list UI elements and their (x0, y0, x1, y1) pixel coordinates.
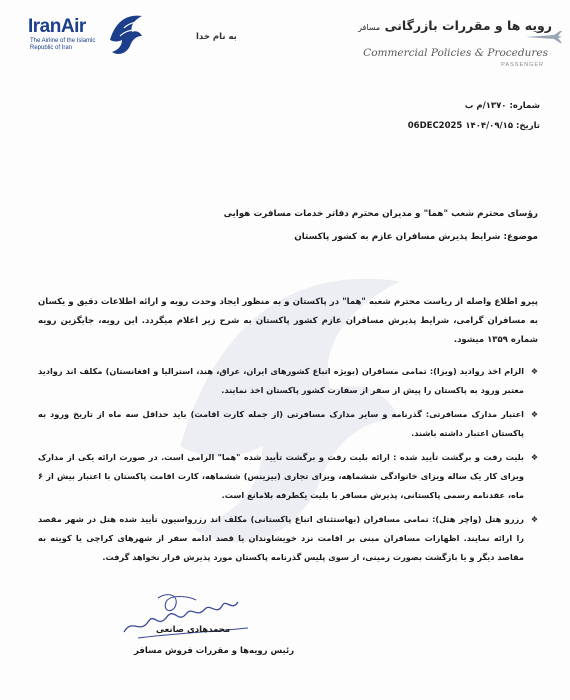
homa-bird-icon (106, 10, 146, 58)
letter-number (465, 101, 540, 111)
letter-number-label: شماره: (509, 101, 540, 111)
department-title-small: مسافر (358, 23, 381, 32)
intro-paragraph: پیرو اطلاع واصله از ریاست محترم شعبه "هما" در پاکستان و به منظور ایجاد وحدت رویه و ارائه اطلاعات دقیق و یکسان به مسافران گرامی، شرایط پذیرش مسافران عازم کشور پاکستان به شرح زیر اعلام میگردد. این رویه، جایگزین رویه شماره ۱۳۵۹ میشود. (38, 297, 538, 345)
signer-title: رئیس رویه‌ها و مقررات فروش مسافر (134, 646, 295, 656)
letter-subject: موضوع: شرایط پذیرش مسافران عازم به کشور پاکستان (294, 232, 538, 242)
condition-text: بلیت رفت و برگشت تأیید شده : ارائه بلیت رفت و برگشت تأیید شده "هما" الزامی است. در صورت ارائه یکی از مدارک ویزای کار یک ساله ویزای خانوادگی ششماهه، ویزای تجاری (بیزینس) ششماهه، کارت اقامت پاکستان با اعتبار بیش از ۶ ماه، عقدنامه رسمی پاکستانی، پذیرش مسافر با بلیت یکطرفه بلامانع است. (38, 452, 524, 500)
letter-date-value: ۱۴۰۴/۰۹/۱۵ 06DEC2025 (407, 121, 514, 131)
department-title-main: رویه ها و مقررات بازرگانی (384, 18, 552, 33)
handwritten-signature (118, 588, 268, 646)
condition-item-visa (38, 362, 538, 400)
condition-item-hotel (38, 510, 538, 567)
invocation-text: به نام خدا (196, 32, 237, 42)
letter-recipient: رؤسای محترم شعب "هما" و مدیران محترم دفاتر خدمات مسافرت هوایی (223, 209, 538, 219)
iranair-logo (22, 10, 142, 56)
airplane-icon (524, 30, 564, 44)
condition-text: رزرو هتل (واچر هتل): تمامی مسافران (بهاستثنای اتباع پاکستانی) مکلف اند رزرواسیون تأیید شده هتل در شهر مقصد را ارائه نمایند. اظهارات مسافران مبنی بر اقامت نزد خویشاوندان یا قصد ادامه سفر از شهرهای کراچی یا کویته به مقاصد دیگر و یا بازگشت بصورت زمینی، از سوی پلیس گذرنامه پاکستان مورد پذیرش قرار نخواهد گرفت. (38, 514, 524, 562)
diamond-bullet-icon: ❖ (530, 410, 538, 419)
department-title-fa (358, 18, 552, 33)
letter-date (408, 121, 540, 131)
department-subtitle: PASSENGER (501, 62, 544, 68)
logo-tagline: The Airline of the Islamic Republic of Iran (30, 38, 96, 51)
condition-item-ticket (38, 448, 538, 505)
conditions-list (38, 362, 538, 572)
signer-name: محمدهادی صانعی (156, 625, 231, 635)
logo-wordmark: IranAir (28, 16, 86, 37)
diamond-bullet-icon: ❖ (530, 367, 538, 376)
letter-date-label: تاریخ: (516, 121, 540, 131)
condition-text: اعتبار مدارک مسافرتی: گذرنامه و سایر مدارک مسافرتی (از جمله کارت اقامت) باید حداقل سه ماه از تاریخ ورود به پاکستان اعتبار داشته باشند. (38, 409, 524, 438)
diamond-bullet-icon: ❖ (530, 453, 538, 462)
letter-number-value: ۱۳۷۰/م ب (464, 101, 507, 111)
condition-text: الزام اخذ روادید (ویزا): تمامی مسافران (بویژه اتباع کشورهای ایران، عراق، هند، استرالیا و افغانستان) مکلف اند روادید معتبر ورود به پاکستان را پیش از سفر از سفارت کشور پاکستان اخذ نمایند. (38, 366, 524, 395)
condition-item-documents (38, 405, 538, 443)
diamond-bullet-icon: ❖ (530, 515, 538, 524)
department-title-en: Commercial Policies & Procedures (363, 47, 548, 59)
